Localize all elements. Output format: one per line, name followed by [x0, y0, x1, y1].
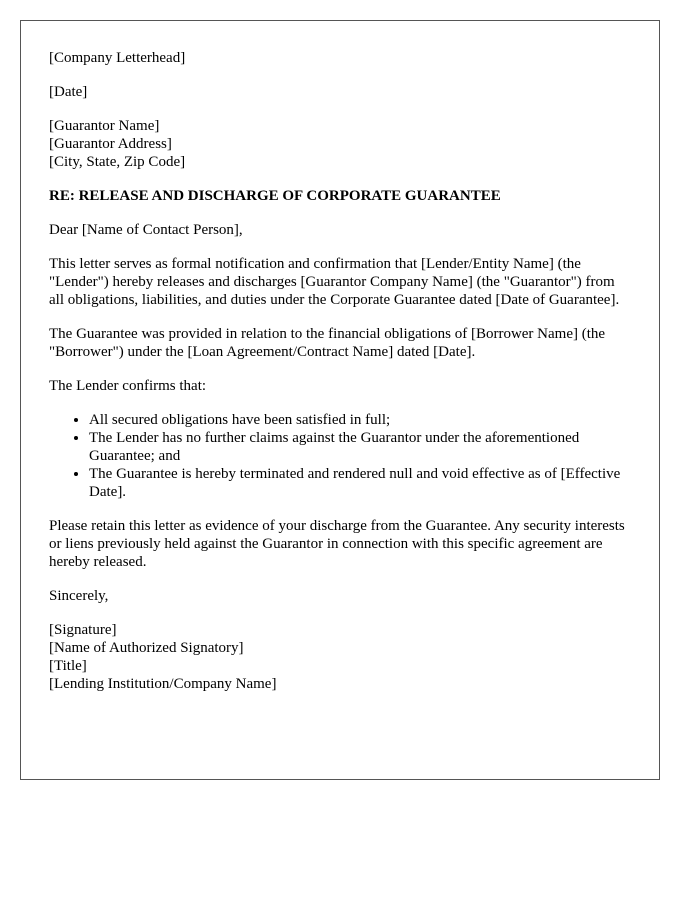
- signature-placeholder: [Signature]: [49, 622, 117, 638]
- confirmation-list: [49, 411, 631, 501]
- signature-block: [49, 621, 631, 693]
- recipient-address-block: [49, 117, 631, 171]
- paragraph-release-notice: This letter serves as formal notification and confirmation that [Lender/Entity Name] (the "Lender") hereby releases and discharges [Guarantor Company Name] (the "Guarantor") from all obligations, liabilities, and duties under the Corporate Guarantee dated [Date of Guarantee].: [49, 256, 620, 308]
- paragraph-retain-letter: Please retain this letter as evidence of your discharge from the Guarantee. Any security interests or liens previously held against the Guarantor in connection with this specific agreement are hereby released.: [49, 518, 625, 570]
- closing: Sincerely,: [49, 588, 109, 604]
- lending-institution: [Lending Institution/Company Name]: [49, 676, 277, 692]
- company-letterhead: [Company Letterhead]: [49, 50, 186, 66]
- guarantor-address: [Guarantor Address]: [49, 136, 172, 152]
- letter-page: [20, 20, 660, 780]
- subject-line: RE: RELEASE AND DISCHARGE OF CORPORATE GUARANTEE: [49, 188, 501, 204]
- guarantor-city-state-zip: [City, State, Zip Code]: [49, 154, 186, 170]
- signatory-name: [Name of Authorized Signatory]: [49, 640, 244, 656]
- signatory-title: [Title]: [49, 658, 87, 674]
- paragraph-guarantee-context: The Guarantee was provided in relation to the financial obligations of [Borrower Name] (the "Borrower") under the [Loan Agreement/Contract Name] dated [Date].: [49, 326, 606, 360]
- salutation: Dear [Name of Contact Person],: [49, 222, 243, 238]
- list-item: • All secured obligations have been satisfied in full;: [89, 411, 631, 429]
- list-item: • The Lender has no further claims against the Guarantor under the aforementioned Guarantee; and: [89, 429, 631, 465]
- paragraph-confirmation-intro: The Lender confirms that:: [49, 378, 207, 394]
- guarantor-name: [Guarantor Name]: [49, 118, 160, 134]
- letter-date: [Date]: [49, 84, 88, 100]
- list-item: • The Guarantee is hereby terminated and rendered null and void effective as of [Effective Date].: [89, 465, 631, 501]
